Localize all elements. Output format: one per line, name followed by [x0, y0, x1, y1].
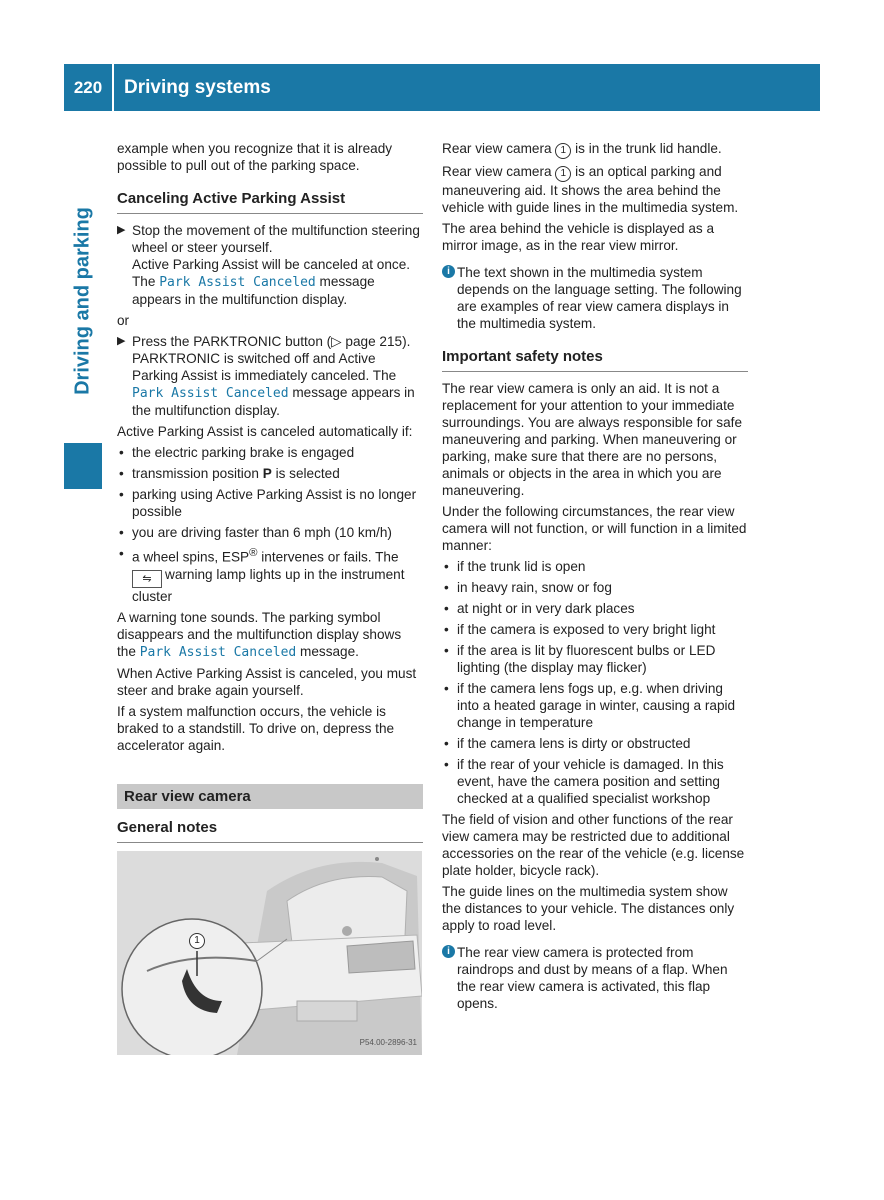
figure-reference: P54.00-2896-31 [359, 1037, 417, 1047]
message-text: Park Assist Canceled [132, 386, 289, 401]
limitations-list [442, 558, 748, 807]
when-canceled-text: When Active Parking Assist is canceled, you must steer and brake again yourself. [117, 665, 417, 698]
list-item: • if the trunk lid is open [444, 559, 586, 574]
parking-warning-lamp-icon: ⇋ [132, 570, 162, 588]
bullet-icon: • [119, 466, 124, 481]
list-item: • if the camera lens fogs up, e.g. when driving into a heated garage in winter, causing a rapid change in temperature [444, 681, 736, 730]
section-rear-view-camera: Rear view camera [117, 784, 423, 809]
list-item: • in heavy rain, snow or fog [444, 580, 612, 595]
bullet-icon: • [119, 525, 124, 540]
bullet-icon: • [444, 622, 449, 637]
bullet-icon: • [119, 487, 124, 502]
camera-aid-text: Rear view camera 1 is an optical parking and maneuvering aid. It shows the area behind the vehicle with guide lines in the multimedia system. [442, 164, 739, 215]
auto-cancel-list [117, 444, 423, 605]
callout-1: 1 [555, 143, 571, 159]
safety-heading: Important safety notes [442, 348, 748, 372]
side-tab-marker [64, 443, 102, 489]
bullet-icon: • [444, 643, 449, 658]
arrow-right-icon: ▶ [117, 224, 126, 236]
general-notes-heading: General notes [117, 819, 423, 843]
bullet-icon: • [119, 546, 124, 561]
list-item: • at night or in very dark places [444, 601, 635, 616]
circumstances-text: Under the following circumstances, the rear view camera will not function, or will function in a limited manner: [442, 504, 747, 553]
warning-tone-text: A warning tone sounds. The parking symbol disappears and the multifunction display shows the Park Assist Canceled message. [117, 609, 402, 660]
right-column [442, 140, 748, 1020]
side-tab [64, 112, 102, 489]
list-item: • parking using Active Parking Assist is no longer possible [119, 487, 417, 519]
list-item: • if the camera lens is dirty or obstructed [444, 736, 691, 751]
list-item: • if the rear of your vehicle is damaged. In this event, have the camera position and setting checked at a qualified specialist workshop [444, 757, 724, 806]
bullet-icon: • [444, 757, 449, 772]
cancel-heading: Canceling Active Parking Assist [117, 190, 423, 214]
message-text: Park Assist Canceled [159, 275, 316, 290]
callout-1: 1 [555, 166, 571, 182]
info-icon: i [442, 265, 455, 278]
left-column [117, 140, 423, 1055]
list-item: • a wheel spins, ESP® intervenes or fails. The ⇋ warning lamp lights up in the instrument cluster [119, 546, 405, 604]
page-header [64, 64, 820, 111]
bullet-icon: • [444, 736, 449, 751]
chapter-title: Driving systems [124, 76, 271, 98]
malfunction-text: If a system malfunction occurs, the vehicle is braked to a standstill. To drive on, depress the accelerator again. [117, 703, 395, 753]
info-note-flap: i The rear view camera is protected from raindrops and dust by means of a flap. When the rear view camera is activated, this flap opens. [442, 944, 748, 1012]
message-text: Park Assist Canceled [139, 644, 297, 660]
safety-text: The rear view camera is only an aid. It is not a replacement for your attention to your immediate surroundings. You are always responsible for safe maneuvering and parking. When maneuvering or parking, make sure that there are no persons, animals or objects in the area in which you are maneuvering. [442, 381, 742, 498]
step-press-parktronic: ▶ Press the PARKTRONIC button (▷ page 215). PARKTRONIC is switched off and Active Parking Assist is immediately canceled. The Park Assist Canceled message appears in the multifunction display. [117, 334, 415, 418]
arrow-right-icon: ▶ [117, 335, 126, 347]
auto-cancel-text: Active Parking Assist is canceled automatically if: [117, 424, 413, 439]
bullet-icon: • [444, 559, 449, 574]
rear-view-camera-illustration [117, 851, 422, 1055]
callout-1: 1 [189, 933, 205, 949]
side-tab-label: Driving and parking [71, 206, 94, 395]
field-of-vision-text: The field of vision and other functions of the rear view camera may be restricted due to additional accessories on the rear of the vehicle (e.g. license plate holder, bicycle rack). [442, 812, 745, 878]
list-item: • you are driving faster than 6 mph (10 km/h) [119, 525, 392, 540]
step-stop-steering: ▶ Stop the movement of the multifunction steering wheel or steer yourself. Active Parking Assist will be canceled at once. The Park Assist Canceled message appears in the multifunction display. [117, 223, 420, 307]
intro-text: example when you recognize that it is already possible to pull out of the parking space. [117, 141, 393, 173]
list-item: • if the area is lit by fluorescent bulbs or LED lighting (the display may flicker) [444, 643, 716, 675]
bullet-icon: • [444, 601, 449, 616]
info-note-language: i The text shown in the multimedia system depends on the language setting. The following are examples of rear view camera displays in the multimedia system. [442, 264, 748, 332]
list-item: • the electric parking brake is engaged [119, 445, 355, 460]
guide-lines-text: The guide lines on the multimedia system show the distances to your vehicle. The distances only apply to road level. [442, 884, 735, 933]
camera-location-text: Rear view camera 1 is in the trunk lid handle. [442, 140, 748, 159]
mirror-image-text: The area behind the vehicle is displayed as a mirror image, as in the rear view mirror. [442, 221, 715, 253]
bullet-icon: • [444, 681, 449, 696]
bullet-icon: • [119, 445, 124, 460]
bullet-icon: • [444, 580, 449, 595]
list-item: • if the camera is exposed to very bright light [444, 622, 716, 637]
car-rear-drawing [117, 851, 422, 1055]
list-item: • transmission position P is selected [119, 466, 340, 481]
page-number: 220 [73, 77, 103, 97]
info-icon: i [442, 945, 455, 958]
or-text: or [117, 313, 130, 328]
